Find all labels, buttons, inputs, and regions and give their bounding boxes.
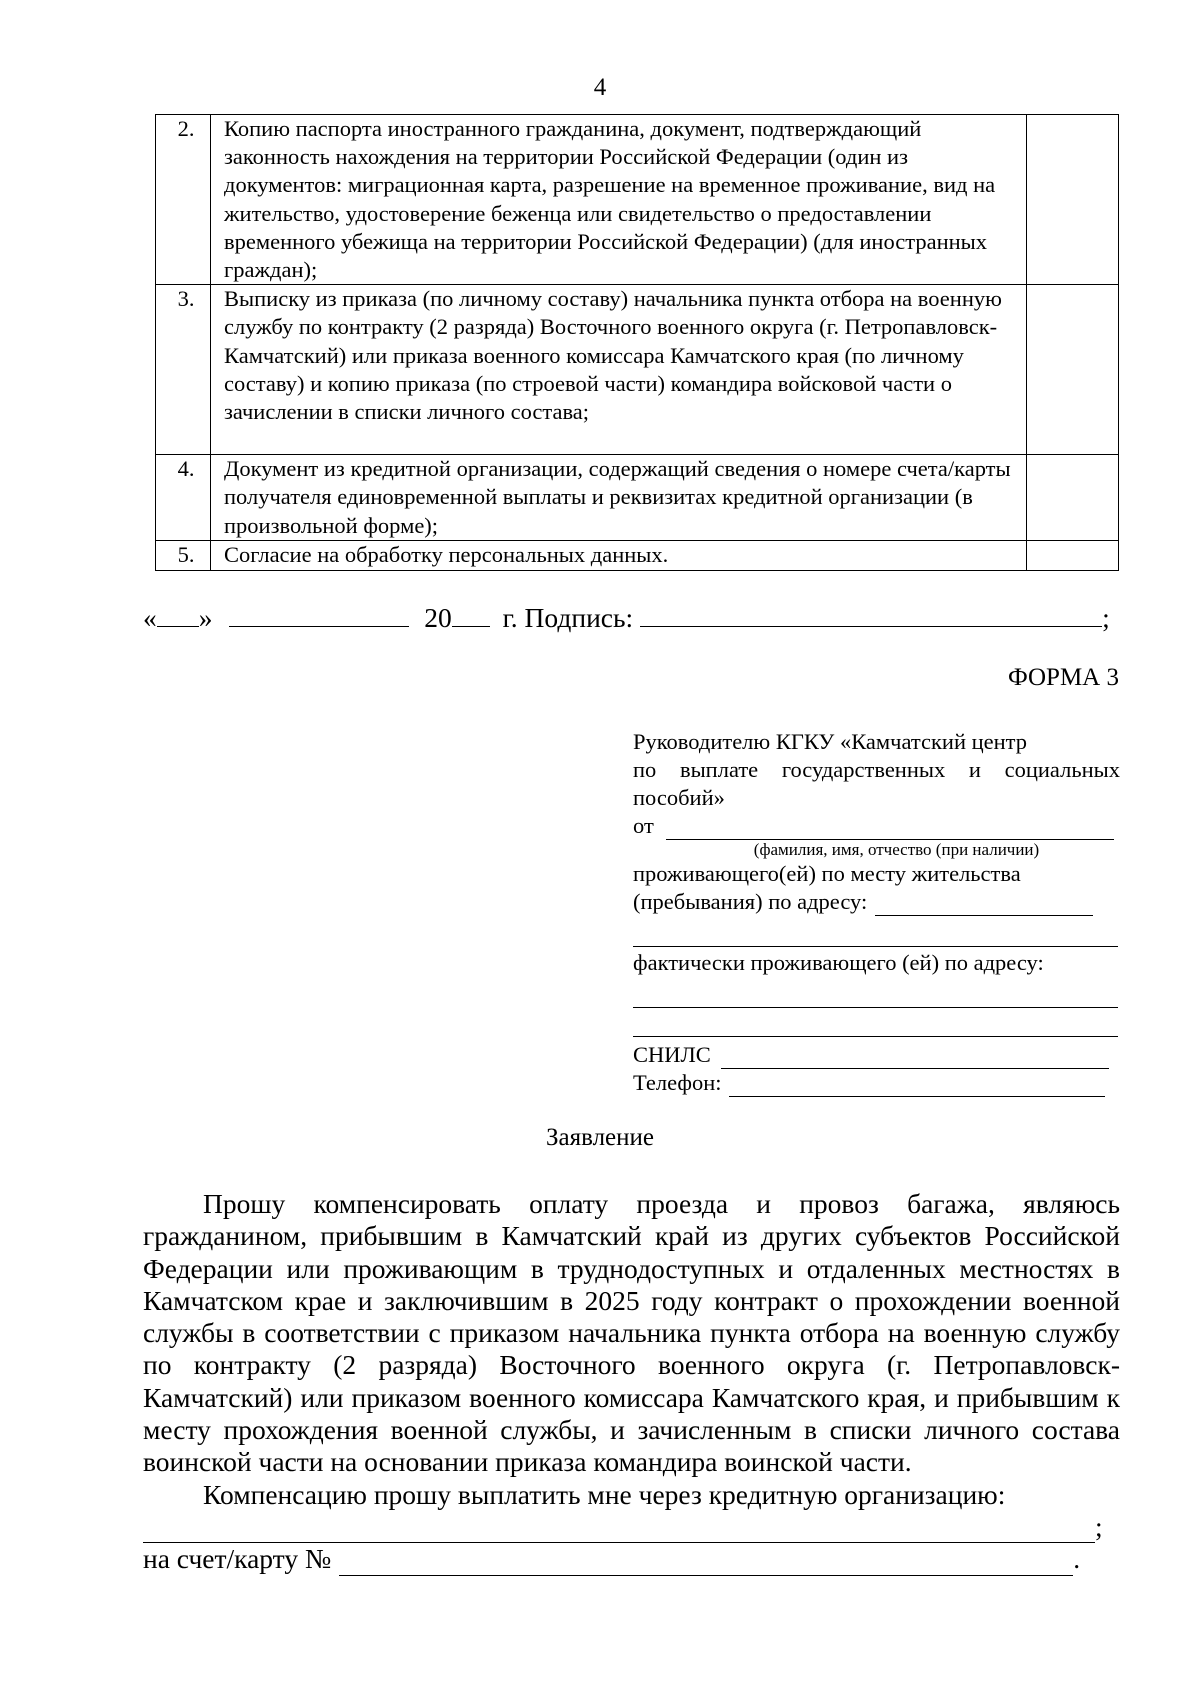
bank-name-field[interactable] xyxy=(143,1512,1095,1543)
addressee-line3: пособий» xyxy=(633,785,725,810)
account-end: . xyxy=(1073,1543,1081,1575)
month-blank[interactable] xyxy=(229,600,409,627)
row-number: 5. xyxy=(156,540,211,570)
year-blank[interactable] xyxy=(452,600,490,627)
actual-address-field-2[interactable] xyxy=(633,1008,1118,1037)
phone-row xyxy=(633,1069,1120,1097)
row-text: Выписку из приказа (по личному составу) начальника пункта отбора на военную службу по контракту (2 разряда) Восточного военного округа (г. Петропавловск-Камчатский) или приказа военного комиссара Камчатского края (по личному составу) и копию приказа (по строевой части) командира войсковой части о зачислении в списки личного состава; xyxy=(211,285,1027,455)
account-number-field[interactable] xyxy=(339,1549,1073,1576)
row-text: Согласие на обработку персональных данных. xyxy=(211,540,1027,570)
actual-address-label: фактически проживающего (ей) по адресу: xyxy=(633,950,1044,975)
table-row xyxy=(156,540,1119,570)
signature-end: ; xyxy=(1102,602,1110,633)
from-hint: (фамилия, имя, отчество (при наличии) xyxy=(753,840,1040,859)
statement-title: Заявление xyxy=(545,1124,655,1151)
year-prefix: 20 xyxy=(424,602,452,633)
documents-table xyxy=(155,114,1119,571)
page-number: 4 xyxy=(593,74,607,101)
table-row xyxy=(156,115,1119,285)
row-text: Документ из кредитной организации, содержащий сведения о номере счета/карты получателя единовременной выплаты и реквизитах кредитной организации (в произвольной форме); xyxy=(211,455,1027,541)
account-label: на счет/карту № xyxy=(143,1543,332,1575)
from-row xyxy=(633,812,1120,840)
actual-address-field[interactable] xyxy=(633,977,1118,1008)
row-mark-cell[interactable] xyxy=(1027,115,1119,285)
snils-label: СНИЛС xyxy=(633,1042,711,1067)
close-quote: » xyxy=(198,602,213,633)
row-number: 2. xyxy=(156,115,211,285)
addressee-block xyxy=(633,728,1120,1097)
snils-field[interactable] xyxy=(721,1046,1109,1069)
row-text: Копию паспорта иностранного гражданина, документ, подтверждающий законность нахождения на территории Российской Федерации (один из документов: миграционная карта, разрешение на временное проживание, вид на жительство, удостоверение беженца или свидетельство о предоставлении временного убежища на территории Российской Федерации) (для иностранных граждан); xyxy=(211,115,1027,285)
residence-address-field[interactable] xyxy=(875,893,1093,916)
from-name-field[interactable] xyxy=(666,817,1114,840)
residence-line2: (пребывания) по адресу: xyxy=(633,889,868,914)
table-row xyxy=(156,455,1119,541)
phone-label: Телефон: xyxy=(633,1070,722,1095)
snils-row xyxy=(633,1041,1120,1069)
residence-row xyxy=(633,888,1120,916)
date-signature-line xyxy=(143,600,1110,636)
residence-address-field-2[interactable] xyxy=(633,916,1118,947)
row-mark-cell[interactable] xyxy=(1027,540,1119,570)
phone-field[interactable] xyxy=(729,1074,1105,1097)
signature-label: г. Подпись: xyxy=(502,602,634,633)
addressee-line1: Руководителю КГКУ «Камчатский центр xyxy=(633,729,1028,754)
row-mark-cell[interactable] xyxy=(1027,455,1119,541)
open-quote: « xyxy=(143,602,157,633)
bank-line-end: ; xyxy=(1095,1510,1103,1542)
statement-body xyxy=(143,1188,1120,1576)
residence-line1: проживающего(ей) по месту жительства xyxy=(633,861,1021,886)
bank-row xyxy=(143,1511,1120,1543)
day-blank[interactable] xyxy=(157,600,199,627)
statement-paragraph-2: Компенсацию прошу выплатить мне через кредитную организацию: xyxy=(203,1478,1006,1510)
account-row xyxy=(143,1543,1120,1575)
addressee-line2: по выплате государственных и социальных xyxy=(633,757,1120,782)
table-row xyxy=(156,285,1119,455)
row-number: 3. xyxy=(156,285,211,455)
statement-paragraph: Прошу компенсировать оплату проезда и провоз багажа, являюсь гражданином, прибывшим в Камчатский край из других субъектов Российской Федерации или проживающим в труднодоступных и отдаленных местностях в Камчатском крае и заключившим в 2025 году контракт о прохождении военной службы в соответствии с приказом начальника пункта отбора на военную службу по контракту (2 разряда) Восточного военного округа (г. Петропавловск-Камчатский) или приказом военного комиссара Камчатского края, и прибывшим к месту прохождения военной службы, и зачисленным в списки личного состава воинской части на основании приказа командира воинской части. xyxy=(143,1188,1120,1478)
row-number: 4. xyxy=(156,455,211,541)
signature-blank[interactable] xyxy=(640,600,1102,627)
from-label: от xyxy=(633,813,654,838)
form-label: ФОРМА 3 xyxy=(1007,664,1119,691)
row-mark-cell[interactable] xyxy=(1027,285,1119,455)
